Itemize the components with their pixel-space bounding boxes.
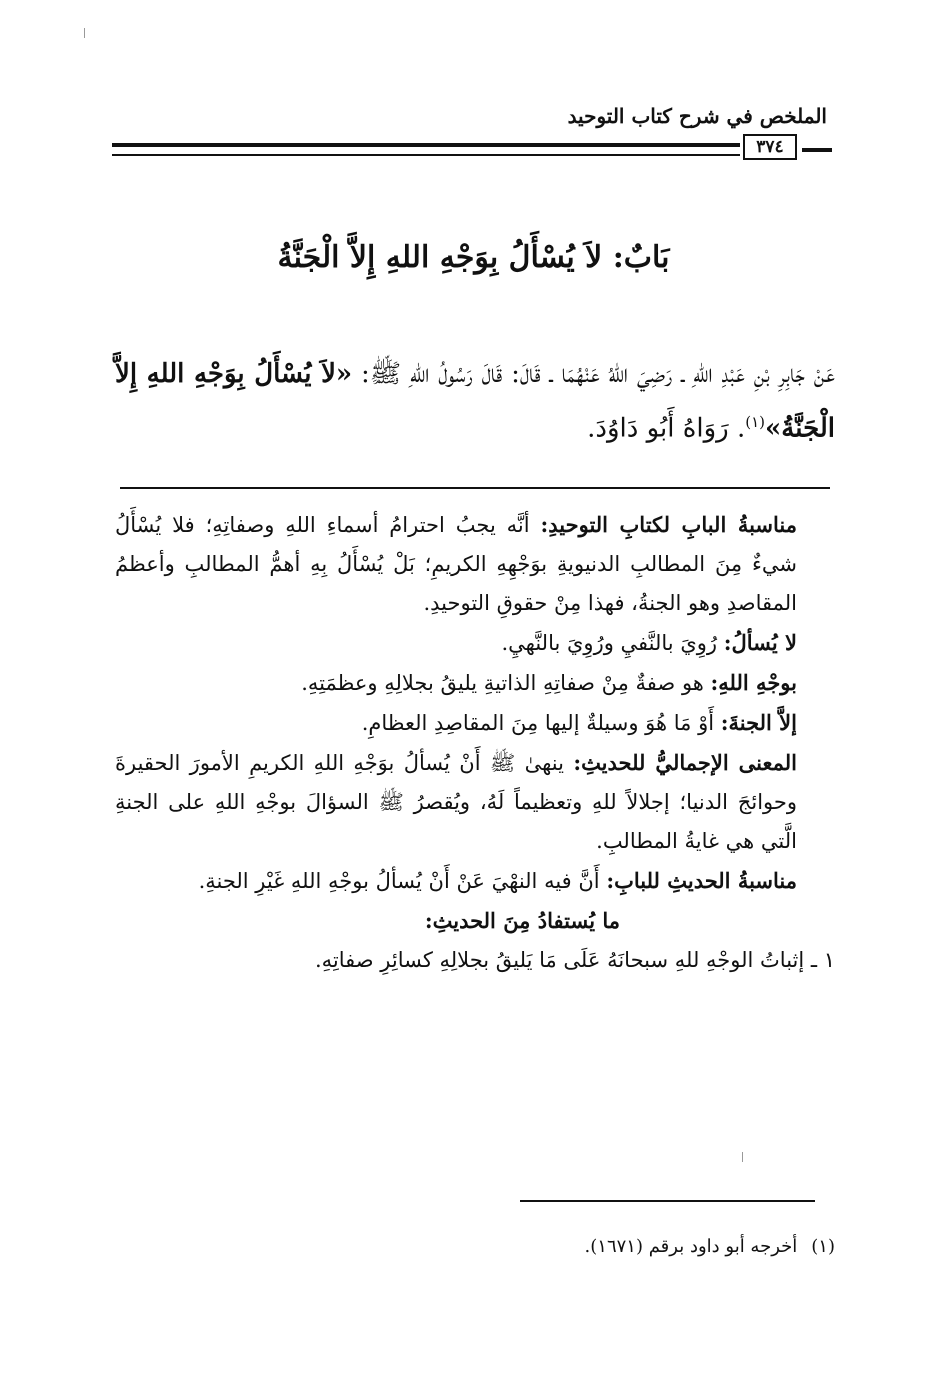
hadith-intro: عَنْ جَابِرِ بْنِ عَبْدِ اللهِ ـ رَضِيَ اللهُ عَنْهُمَا ـ قَالَ: قَالَ رَسُولُ اللهِ ﷺ: <box>352 359 836 389</box>
term-text: أنَّه يجبُ احترامُ أسماءِ اللهِ وصفاتِهِ؛ فلا يُسْأَلُ شيءٌ مِنَ المطالبِ الدنيويةِ بوَجْهِهِ الكريمِ؛ بَلْ يُسْأَلُ بِهِ أهمُّ المطالبِ وأعظمُ المقاصدِ وهو الجنةُ، فهذا مِنْ حقوقِ التوحيدِ. <box>115 513 797 615</box>
term-label: ما يُستفادُ مِنَ الحديثِ: <box>424 908 620 933</box>
term-label: مناسبةُ البابِ لكتابِ التوحيدِ: <box>540 512 797 537</box>
footnote <box>115 1236 835 1257</box>
commentary-paragraph <box>115 861 835 901</box>
page-number: ٣٧٤ <box>743 134 797 160</box>
scan-mark <box>742 1152 743 1162</box>
section-divider <box>120 487 830 489</box>
commentary-paragraph <box>115 703 835 743</box>
term-label: المعنى الإجماليُّ للحديثِ: <box>573 750 797 775</box>
commentary-paragraph <box>115 663 835 703</box>
scan-mark <box>84 28 85 38</box>
term-text: أَنَّ فيه النهْيَ عَنْ أَنْ يُسألُ بوجْهِ اللهِ غَيْرِ الجنةِ. <box>198 869 607 893</box>
page-number-stub <box>802 148 832 152</box>
footnote-rule <box>520 1200 815 1202</box>
header-rule <box>112 143 740 156</box>
hadith-quote: «لاَ يُسْأَلُ بِوَجْهِ اللهِ إِلاَّ الْجَنَّةُ» <box>115 359 835 444</box>
term-label: بوجْهِ اللهِ: <box>710 670 797 695</box>
commentary-paragraph <box>115 743 835 861</box>
footnote-ref: (١) <box>745 413 766 431</box>
term-label: مناسبةُ الحديثِ للبابِ: <box>606 868 797 893</box>
chapter-title: بَابٌ: لاَ يُسْأَلُ بِوَجْهِ اللهِ إِلاَّ الْجَنَّةُ <box>277 240 670 275</box>
term-text: ينهىٰ ﷺ أَنْ يُسألُ بوَجْهِ اللهِ الكريمِ الأمورَ الحقيرةَ وحوائجَ الدنيا؛ إجلالاً للهِ وتعظيماً لَهُ، ويُقصرُ ﷺ السؤالَ بوجْهِ اللهِ على الجنةِ الَّتي هي غايةُ المطالبِ. <box>115 751 797 853</box>
commentary-paragraph <box>115 505 835 623</box>
term-text: رُوِيَ بالنَّفيِ ورُوِيَ بالنَّهيِ. <box>501 631 724 655</box>
hadith-text <box>115 350 835 453</box>
running-header-title: الملخص في شرح كتاب التوحيد <box>567 104 827 128</box>
commentary-paragraph <box>115 623 835 663</box>
commentary <box>115 505 835 980</box>
footnote-number: (١) <box>811 1236 835 1257</box>
term-label: إلاَّ الجنةَ: <box>720 710 797 735</box>
term-text: هو صفةٌ مِنْ صفاتِهِ الذاتيةِ يليقُ بجلالِهِ وعظمَتِهِ. <box>301 671 711 695</box>
benefit-item: ١ ـ إثباتُ الوجْهِ للهِ سبحانَهُ عَلَى مَا يَليقُ بجلالِهِ كسائِرِ صفاتِهِ. <box>314 948 835 972</box>
footnote-text: أخرجه أبو داود برقم (١٦٧١). <box>584 1236 798 1257</box>
benefits-heading <box>115 901 835 941</box>
term-label: لا يُسألُ: <box>723 630 797 655</box>
hadith-source: . رَوَاهُ أَبُو دَاوُدَ. <box>587 413 746 444</box>
term-text: أَوْ مَا هُوَ وسيلةٌ إليها مِنَ المقاصِدِ العظامِ. <box>361 711 721 735</box>
